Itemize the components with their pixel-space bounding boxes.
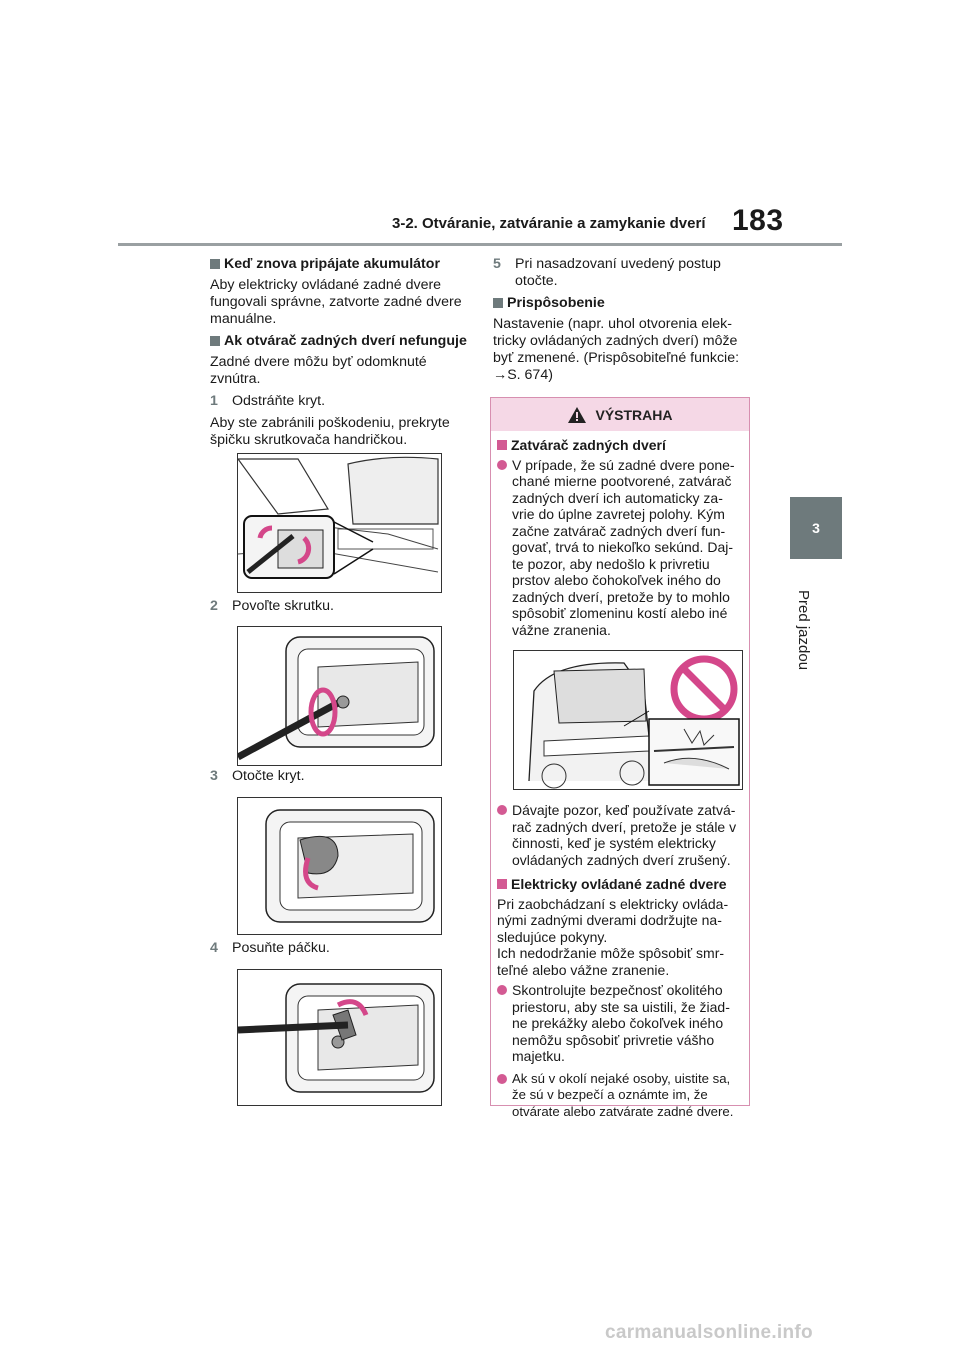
figure-loosen-screw — [237, 626, 442, 766]
warning-triangle-icon — [567, 406, 587, 424]
warning-bullet: Skontrolujte bezpečnosť okolitého priestoru, aby ste sa uistili, že žiad-ne prekážky alebo čokoľvek iného nemôžu spôsobiť privretie vášho majetku. — [497, 982, 742, 1065]
chapter-tab — [790, 497, 842, 559]
step-1: 1 Odstráňte kryt. — [210, 393, 326, 409]
customization-heading: Prispôsobenie — [493, 295, 755, 312]
chapter-number: 3 — [812, 520, 820, 536]
left-column — [210, 256, 472, 454]
step-4: 4 Posuňte páčku. — [210, 940, 330, 956]
warning-box — [490, 397, 750, 1119]
step-5: 5 Pri nasadzovaní uvedený postup otočte. — [493, 256, 721, 289]
warning-bullet: Ak sú v okolí nejaké osoby, uistite sa, že sú v bezpečí a oznámte im, že otvárate alebo zatvárate zadné dvere. — [497, 1071, 742, 1121]
warning-heading-power-door: Elektricky ovládané zadné dvere — [497, 876, 742, 893]
round-bullet-icon — [497, 805, 507, 815]
step-1-note: Aby ste zabránili poškodeniu, prekryte špičku skrutkovača handričkou. — [210, 415, 450, 448]
warning-bullet: Dávajte pozor, keď používate zatvá-rač zadných dverí, pretože je stále v činnosti, keď je systém elektricky ovládaných zadných dverí zrušený. — [497, 802, 742, 868]
square-bullet-icon — [493, 298, 503, 308]
figure-slide-lever — [237, 969, 442, 1106]
square-bullet-icon — [497, 440, 507, 450]
warning-text: Pri zaobchádzaní s elektricky ovláda-nými zadnými dverami dodržujte na-sledujúce pokyny. — [497, 895, 729, 945]
figure-pinch-warning — [513, 650, 743, 790]
warning-header — [491, 398, 749, 431]
customization-text: Nastavenie (napr. uhol otvorenia elek-tricky ovládaných zadných dverí) môže byť zmenené. (Prispôsobiteľné funkcie: →S. 674) — [493, 316, 740, 383]
opener-text: Zadné dvere môžu byť odomknuté zvnútra. — [210, 354, 427, 387]
battery-text: Aby elektricky ovládané zadné dvere fungovali správne, zatvorte zadné dvere manuálne. — [210, 277, 462, 327]
warning-text: Ich nedodržanie môže spôsobiť smr-teľné alebo vážne zranenie. — [497, 945, 725, 978]
square-bullet-icon — [497, 879, 507, 889]
watermark: carmanualsonline.info — [605, 1322, 813, 1343]
figure-rotate-cover — [237, 797, 442, 935]
square-bullet-icon — [210, 336, 220, 346]
round-bullet-icon — [497, 1074, 507, 1084]
battery-heading: Keď znova pripájate akumulátor — [210, 256, 472, 273]
warning-title: VÝSTRAHA — [595, 406, 673, 423]
step-3: 3 Otočte kryt. — [210, 768, 305, 784]
round-bullet-icon — [497, 460, 507, 470]
right-column — [493, 256, 755, 389]
warning-bullet: V prípade, že sú zadné dvere pone-chané mierne pootvorené, zatvárač zadných dverí ich automaticky za-vrie do úplne zavretej polohy. Kým začne zatvárač zadných dverí fun-govať, trvá to niekoľko sekúnd. Daj-te pozor, aby nedošlo k privretiu prstov alebo čohokoľvek iného do zadných dverí, pretože by to mohlo spôsobiť zlomeninu kostí alebo iné vážne zranenia. — [497, 457, 742, 639]
figure-remove-cover — [237, 453, 442, 593]
opener-heading: Ak otvárač zadných dverí nefunguje — [210, 333, 472, 350]
chapter-label: Pred jazdou — [795, 590, 812, 671]
round-bullet-icon — [497, 985, 507, 995]
warning-heading-closer: Zatvárač zadných dverí — [497, 437, 742, 454]
page-number: 183 — [732, 204, 784, 237]
section-title: 3-2. Otváranie, zatváranie a zamykanie dverí — [392, 215, 706, 232]
step-2: 2 Povoľte skrutku. — [210, 598, 334, 614]
header-divider — [118, 243, 842, 246]
square-bullet-icon — [210, 259, 220, 269]
